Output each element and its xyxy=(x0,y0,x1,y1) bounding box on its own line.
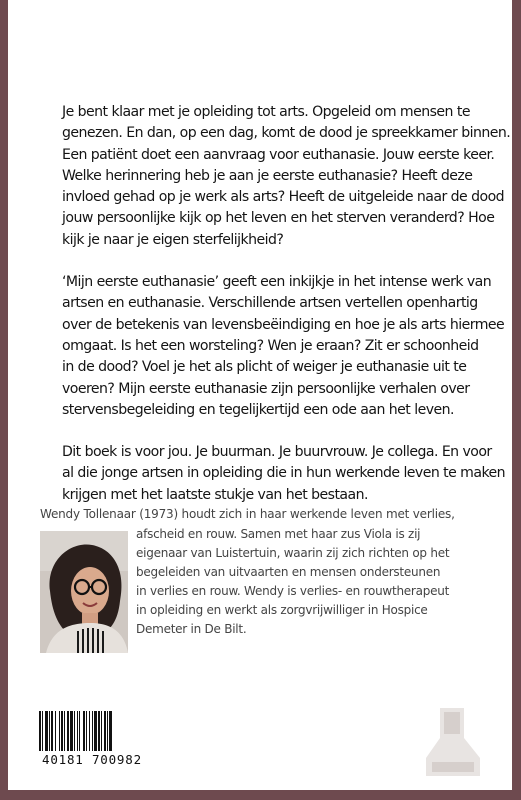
barcode-bar xyxy=(83,711,85,751)
barcode-bar xyxy=(94,711,97,751)
barcode-bar xyxy=(74,711,75,751)
author-bio-line: afscheid en rouw. Samen met haar zus Viola is zij xyxy=(136,527,421,541)
barcode-number: 40181 700982 xyxy=(42,752,142,767)
blurb-line: Welke herinnering heb je aan je eerste euthanasie? Heeft deze xyxy=(62,167,473,184)
barcode-bar xyxy=(107,711,108,751)
blurb-line: in de dood? Voel je het als plicht of weiger je euthanasie uit te xyxy=(62,359,467,376)
barcode-bar xyxy=(79,711,80,751)
barcode-bar xyxy=(109,711,112,751)
blurb-line: invloed gehad op je werk als arts? Heeft de uitgeleide naar de dood xyxy=(62,189,505,206)
barcode-bar xyxy=(98,711,100,751)
barcode-bar xyxy=(70,711,73,751)
barcode-bar xyxy=(55,711,56,751)
barcode-bar xyxy=(61,711,63,751)
barcode-bar xyxy=(89,711,90,751)
blurb-line: Dit boek is voor jou. Je buurman. Je buurvrouw. Je collega. En voor xyxy=(62,444,492,461)
barcode-bar xyxy=(42,711,43,751)
blurb-line: Je bent klaar met je opleiding tot arts. Opgeleid om mensen te xyxy=(62,104,470,120)
blurb-paragraph-3 xyxy=(62,442,506,506)
blurb-line: voeren? Mijn eerste euthanasie zijn persoonlijke verhalen over xyxy=(62,380,470,397)
cover-panel xyxy=(8,0,512,790)
barcode-bar xyxy=(104,711,106,751)
blurb-text xyxy=(62,102,511,506)
author-portrait-image xyxy=(40,531,128,653)
blurb-line: artsen en euthanasie. Verschillende artsen vertellen openhartig xyxy=(62,295,478,312)
blurb-line: al die jonge artsen in opleiding die in hun werkende leven te maken xyxy=(62,465,506,482)
barcode-bar xyxy=(39,711,41,751)
author-bio-line: in verlies en rouw. Wendy is verlies- en rouwtherapeut xyxy=(136,584,450,598)
author-bio xyxy=(136,525,496,639)
author-bio-line: in opleiding en werkt als zorgvrijwilliger in Hospice xyxy=(136,603,428,617)
blurb-paragraph-2 xyxy=(62,272,505,421)
blurb-line: stervensbegeleiding en tegelijkertijd een ode aan het leven. xyxy=(62,401,454,418)
blurb-paragraph-1 xyxy=(62,102,511,251)
blurb-line: genezen. En dan, op een dag, komt de dood je spreekkamer binnen. xyxy=(62,125,511,142)
blurb-line: ‘Mijn eerste euthanasie’ geeft een inkijkje in het intense werk van xyxy=(62,274,492,291)
author-photo xyxy=(40,531,128,653)
blurb-line: omgaat. Is het een worsteling? Wen je eraan? Zit er schoonheid xyxy=(62,337,479,354)
barcode-bar xyxy=(77,711,78,751)
barcode-bars xyxy=(38,711,139,751)
publisher-logo-icon xyxy=(424,702,482,780)
barcode-bar xyxy=(67,711,69,751)
blurb-line: kijk je naar je eigen sterfelijkheid? xyxy=(62,231,284,248)
barcode-bar xyxy=(92,711,93,751)
barcode-bar xyxy=(49,711,50,751)
blurb-line: over de betekenis van levensbeëindiging en hoe je als arts hiermee xyxy=(62,316,505,333)
author-bio-line: Demeter in De Bilt. xyxy=(136,622,247,636)
blurb-line: Een patiënt doet een aanvraag voor euthanasie. Jouw eerste keer. xyxy=(62,146,495,163)
barcode-bar xyxy=(45,711,48,751)
author-bio-first-line: Wendy Tollenaar (1973) houdt zich in haar werkende leven met verlies, xyxy=(40,507,455,521)
blurb-line: jouw persoonlijke kijk op het leven en het sterven veranderd? Hoe xyxy=(62,210,495,227)
barcode-bar xyxy=(51,711,53,751)
author-bio-line: begeleiden van uitvaarten en mensen ondersteunen xyxy=(136,565,441,579)
barcode-bar xyxy=(101,711,102,751)
barcode-bar xyxy=(64,711,65,751)
barcode-bar xyxy=(86,711,87,751)
author-bio-line: eigenaar van Luistertuin, waarin zij zich richten op het xyxy=(136,546,450,560)
barcode-bar xyxy=(59,711,60,751)
blurb-line: krijgen met het laatste stukje van het bestaan. xyxy=(62,486,368,503)
